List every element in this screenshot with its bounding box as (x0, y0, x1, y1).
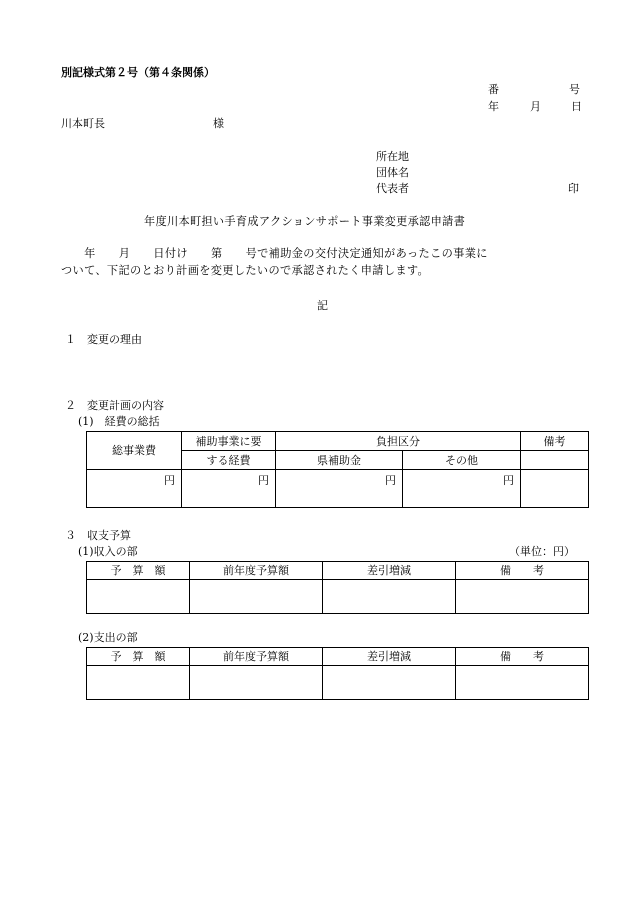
organization-label: 団体名 (376, 166, 409, 179)
income-table (86, 561, 589, 614)
remarks-cell[interactable] (521, 470, 589, 508)
other-cell[interactable]: 円 (403, 470, 521, 508)
location-label: 所在地 (376, 150, 409, 163)
body-line-2: ついて、下記のとおり計画を変更したいので承認されたく申請します。 (61, 264, 430, 277)
income-col-prev: 前年度予算額 (190, 562, 323, 580)
expense-remarks-cell[interactable] (456, 666, 589, 700)
ki-marker: 記 (317, 299, 328, 312)
total-cell[interactable]: 円 (87, 470, 182, 508)
date-day: 日 (571, 100, 582, 113)
expense-col-diff: 差引増減 (323, 648, 456, 666)
remarks-blank (521, 451, 589, 470)
col-required-header-1: 補助事業に要 (182, 432, 276, 451)
unit-label: （単位：円） (509, 545, 575, 558)
income-col-budget: 予 算 額 (87, 562, 190, 580)
pref-cell[interactable]: 円 (276, 470, 403, 508)
seal-label: 印 (568, 182, 579, 195)
expense-prev-cell[interactable] (190, 666, 323, 700)
expense-table (86, 647, 589, 700)
section-2-sub-heading: (1) 経費の総括 (78, 415, 160, 428)
col-total-header: 総事業費 (87, 432, 182, 470)
required-cell[interactable]: 円 (182, 470, 276, 508)
section-1-heading: １ 変更の理由 (65, 333, 142, 346)
income-col-remarks: 備 考 (456, 562, 589, 580)
income-budget-cell[interactable] (87, 580, 190, 614)
income-diff-cell[interactable] (323, 580, 456, 614)
income-col-diff: 差引増減 (323, 562, 456, 580)
col-required-header-2: する経費 (182, 451, 276, 470)
body-line-1: 年 月 日付け 第 号で補助金の交付決定通知があったこの事業に (61, 247, 488, 260)
expense-col-prev: 前年度予算額 (190, 648, 323, 666)
form-id: 別記様式第２号（第４条関係） (61, 66, 215, 79)
income-heading: (1)収入の部 (78, 545, 138, 558)
number-suffix: 号 (569, 83, 580, 96)
expense-budget-cell[interactable] (87, 666, 190, 700)
addressee: 川本町長 (61, 117, 105, 130)
representative-label: 代表者 (376, 182, 409, 195)
section-2-heading: ２ 変更計画の内容 (65, 399, 164, 412)
expense-heading: (2)支出の部 (78, 631, 138, 644)
income-remarks-cell[interactable] (456, 580, 589, 614)
cost-summary-table (86, 431, 589, 508)
col-remarks-header: 備考 (521, 432, 589, 451)
number-label: 番 (488, 83, 499, 96)
col-burden-header: 負担区分 (276, 432, 521, 451)
date-month: 月 (530, 100, 541, 113)
col-other-header: その他 (403, 451, 521, 470)
income-prev-cell[interactable] (190, 580, 323, 614)
expense-col-remarks: 備 考 (456, 648, 589, 666)
date-year: 年 (488, 100, 499, 113)
expense-diff-cell[interactable] (323, 666, 456, 700)
expense-col-budget: 予 算 額 (87, 648, 190, 666)
addressee-honorific: 様 (213, 117, 224, 130)
document-title: 年度川本町担い手育成アクションサポート事業変更承認申請書 (144, 215, 466, 228)
col-pref-header: 県補助金 (276, 451, 403, 470)
section-3-heading: ３ 収支予算 (65, 529, 131, 542)
